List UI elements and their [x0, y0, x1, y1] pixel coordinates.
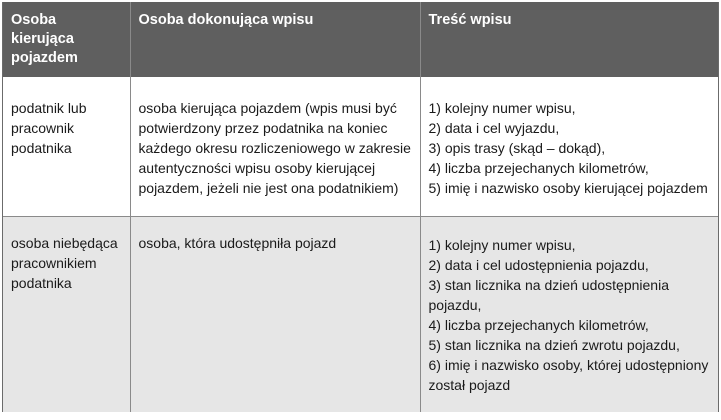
- vehicle-log-table: [3, 2, 718, 412]
- header-driver: Osoba kierująca pojazdem: [3, 2, 130, 77]
- content-item: 3) opis trasy (skąd – dokąd),: [428, 140, 606, 156]
- vehicle-log-table-frame: [2, 2, 719, 412]
- table-row: [3, 216, 718, 412]
- cell-entrant: osoba kierująca pojazdem (wpis musi być potwierdzony przez podatnika na koniec każdego okresu rozliczeniowego w zakresie autentyczności wpisu osoby kierującej pojazdem, jeżeli nie jest ona podatnikiem): [130, 77, 420, 216]
- cell-entrant: osoba, która udostępniła pojazd: [130, 216, 420, 412]
- content-item: 1) kolejny numer wpisu,: [428, 100, 576, 116]
- cell-content: [420, 77, 718, 216]
- cell-content: [420, 216, 718, 412]
- content-item: 1) kolejny numer wpisu,: [428, 236, 576, 253]
- content-item: 5) stan licznika na dzień zwrotu pojazdu,: [428, 336, 680, 353]
- content-item: 5) imię i nazwisko osoby kierującej pojazdem: [428, 180, 708, 196]
- header-content: Treść wpisu: [420, 2, 718, 77]
- content-item: 4) liczba przejechanych kilometrów,: [428, 160, 649, 176]
- content-item: 3) stan licznika na dzień udostępnienia pojazdu,: [428, 276, 669, 313]
- content-item: 4) liczba przejechanych kilometrów,: [428, 316, 649, 333]
- content-item: 2) data i cel udostępnienia pojazdu,: [428, 256, 649, 273]
- header-entrant: Osoba dokonująca wpisu: [130, 2, 420, 77]
- cell-driver: podatnik lub pracownik podatnika: [11, 100, 87, 156]
- cell-driver: osoba niebędąca pracownikiem podatnika: [3, 216, 130, 412]
- content-item: 2) data i cel wyjazdu,: [428, 120, 560, 136]
- content-item: 6) imię i nazwisko osoby, której udostępniony został pojazd: [428, 356, 709, 393]
- table-row: [3, 77, 718, 216]
- table-header-row: [3, 2, 718, 77]
